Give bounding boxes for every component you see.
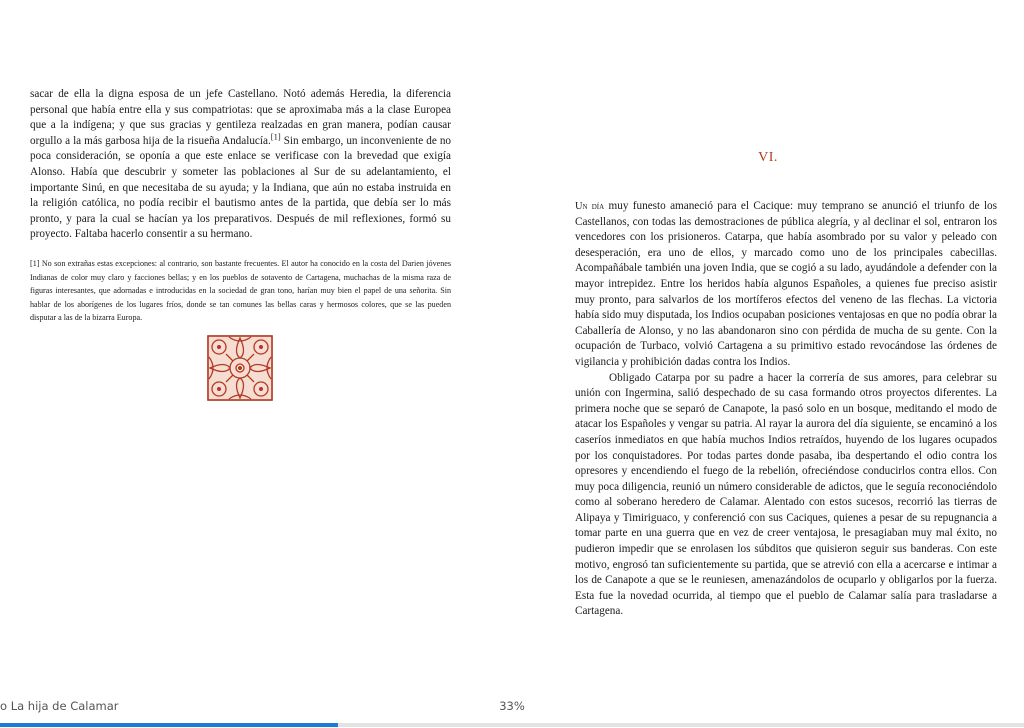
chapter-paragraph-2: Obligado Catarpa por su padre a hacer la correría de sus amores, para celebrar su unión con Ingermina, salió despechado de su casa formando otros proyectos diferentes. La primera noche que se separó de Canapote, la pasó solo en un bosque, meditando el modo de atacar los Españoles y vengar su patria. Al rayar la aurora del día siguiente, se encaminó a los caseríos inmediatos en que había muchos Indios retraídos, huyendo de los lugares ocupados por los conquistadores. Por todas partes donde pasaba, iba despertando el odio contra los opresores y encendiendo el fuego de la rebelión, ofreciéndose conducirlos contra ellos. Con muy poca diligencia, reunió un número considerable de adictos, que le seguía reconociéndolo como al soberano heredero de Calamar. Alentado con estos sucesos, recorrió las tierras de Alipaya y Timiriguaco, y conferenció con sus Caciques, quienes a pesar de su repugnancia a tomar parte en una guerra que en vez de creer ventajosa, le presagiaban muy mal éxito, no pudieron impedir que se enrolasen los súbditos que quisieron seguir sus banderas. Con este motivo, engrosó tan suficientemente su partida, que se atrevió con ella a acercarse e intimar a los de Canapote a que se le reuniesen, amenazándolos de ocuparlo y obligarlos por la fuerza. Esta fue la novedad ocurrida, al tiempo que el pueblo de Calamar salía para trasladarse a Cartagena. (575, 371, 997, 618)
reading-progress-fill (0, 723, 338, 727)
footnote-marker[interactable]: [1] (30, 259, 40, 268)
decorative-ornament-image (207, 335, 273, 401)
left-page (0, 0, 512, 690)
paragraph-text-part2: Sin embargo, un inconveniente de no poca consideración, se oponía a que este enlace se verificase con la brevedad que exigía Alonso. Había que descubrir y someter las poblaciones al Sur de su adelantamiento, el importante Sinú, en que necesitaba de su ayuda; y la Indiana, que aún no estaba instruida en la religión católica, no podía recibir el bautismo antes de la partida, que debía ser lo más pronto, y para la cual se hacían ya los preparativos. Después de mil reflexiones, formó su proyecto. Faltaba hacerlo consentir a su hermano. (30, 134, 452, 241)
footnote-text: No son extrañas estas excepciones: al contrario, son bastante frecuentes. El autor ha conocido en la costa del Darien jóvenes Indianas de color muy claro y facciones bellas; y en los pueblos de sotavento de Cartagena, muchachas de la misma raza de figuras interesantes, que adornadas e introducidas en la sociedad de gran tono, harían muy bien el papel de una señorita. Sin hablar de los aborígenes de los lugares fríos, donde se tan comunes las bellas caras y hermosos colores, que se las pueden disputar a las de la bizarra Europa. (30, 259, 451, 322)
reader-status-bar (0, 690, 1024, 728)
footnote-reference-link[interactable]: [1] (270, 131, 281, 142)
chapter-lead-words: Un día (575, 201, 605, 212)
chapter-heading: VI. (758, 150, 778, 165)
footnote (30, 257, 451, 325)
left-page-paragraph (30, 87, 451, 243)
paragraph-text-part1: sacar de ella la digna esposa de un jefe Castellano. Notó además Heredia, la diferencia personal que había entre ella y sus compatriotas: que se aproximaba más a la clase Europea que a la indígena; y que sus gracias y gentileza realzadas en gran manera, podían causar orgullo a la más garbosa hija de la risueña Andalucía. (30, 88, 451, 147)
reading-progress-bar[interactable] (0, 723, 1024, 727)
book-title: o La hija de Calamar (0, 699, 119, 713)
chapter-paragraph-1 (575, 199, 997, 371)
progress-percent: 33% (499, 699, 525, 713)
right-page (512, 0, 1024, 690)
right-page-body (575, 199, 997, 620)
paragraph-text: muy funesto amaneció para el Cacique: muy temprano se anunció el triunfo de los Castellanos, con todas las demostraciones de pública alegría, y al declinar el sol, entraron los vencedores con los prisioneros. Catarpa, que había asombrado por su valor y peleado con desesperación, era uno de ellos, y marcado como uno de los principales cabecillas. Acompañábale también una joven India, que se cogió a su lado, ayudándole a defender con la mayor intrepidez. Entre los heridos había algunos Españoles, a quienes fue preciso asistir muy pronto, para salvarlos de los mortíferos efectos del veneno de las flechas. La victoria había sido muy disputada, los Indios ocupaban posiciones ventajosas en que no podía obrar la Caballería de Alonso, y no las abandonaron sino con pérdida de mucha de su gente. Con la ocupación de Turbaco, volvió Cartagena a su primitivo estado revocándose las órdenes de vigilancia y prohibición dadas contra los Indios. (575, 200, 997, 368)
